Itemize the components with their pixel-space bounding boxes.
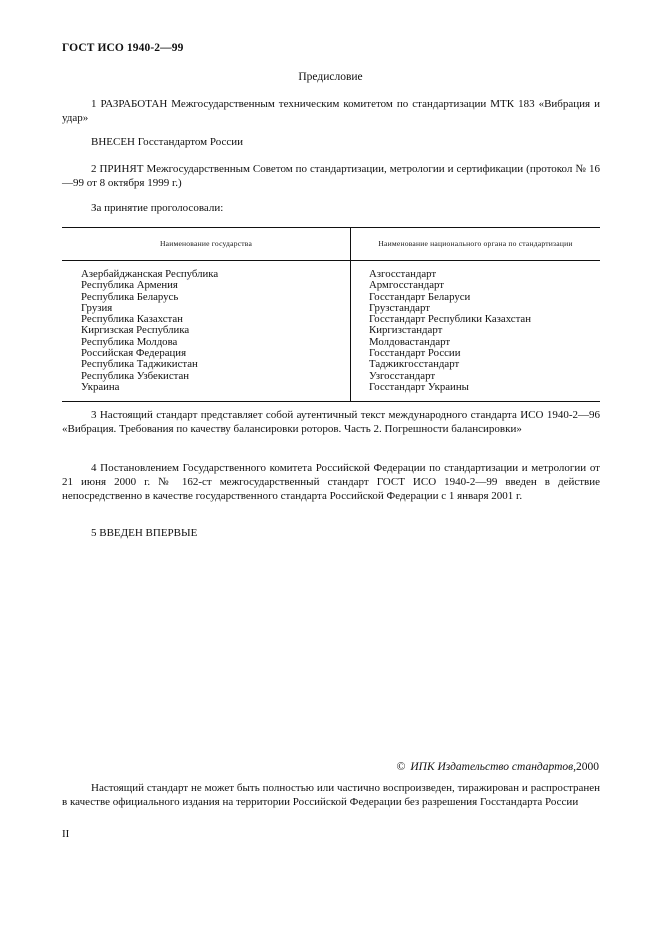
standards-body-name: Грузстандарт [369,301,430,314]
item-lead: ВНЕСЕН [91,136,135,148]
state-name: Республика Узбекистан [81,369,190,382]
publisher-name: ИПК Издательство стандартов, [410,761,576,773]
copyright-symbol: © [396,761,406,773]
item-number: 5 [91,527,97,539]
preface-item-5 [62,526,600,540]
standards-body-name: Армгосстандарт [369,279,444,292]
section-title-preface: Предисловие [298,71,363,83]
state-name: Грузия [81,301,113,314]
standards-body-name: Молдовастандарт [369,335,451,348]
column-header-state: Наименование государства [62,228,351,261]
item-text: Межгосударственным Советом по стандартизации, метрологии и сертификации (протокол № 16—99 от 8 октября 1999 г.) [62,163,601,189]
notice-text: Настоящий стандарт не может быть полностью или частично воспроизведен, тиражирован и распространен в качестве официального издания на территории Российской Федерации без разрешения Госстандарта России [62,782,600,808]
state-name: Республика Молдова [81,335,178,348]
standards-body-name: Киргизстандарт [369,324,443,337]
column-header-body: Наименование национального органа по стандартизации [351,228,601,261]
copyright-line [397,760,599,774]
item-number: 2 [91,163,97,175]
item-text: За принятие проголосовали: [91,202,224,214]
standards-body-name: Госстандарт Беларуси [369,290,471,303]
standards-body-name: Госстандарт Республики Казахстан [369,313,531,326]
item-text: 3 Настоящий стандарт представляет собой аутентичный текст международного стандарта ИСО 1940-2—96 «Вибрация. Требования по качеству балансировки роторов. Часть 2. Погрешности балансировки» [62,409,600,435]
preface-item-3 [62,408,600,436]
preface-item-1 [62,97,600,125]
preface-item-2 [62,162,600,190]
state-list [62,261,351,402]
copyright-year: 2000 [576,761,599,773]
standards-body-name: Азгосстандарт [369,268,437,280]
state-name: Республика Казахстан [81,313,183,326]
state-name: Азербайджанская Республика [81,268,219,280]
item-lead: ВВЕДЕН ВПЕРВЫЕ [99,527,198,539]
standards-body-list [351,261,601,402]
item-text: Госстандартом России [137,136,244,148]
preface-item-4 [62,461,600,503]
document-code-header: ГОСТ ИСО 1940-2—99 [62,42,184,54]
item-number: 1 [91,98,97,110]
table-row [62,261,600,402]
state-name: Украина [81,380,120,393]
state-name: Российская Федерация [81,347,187,360]
page-number: II [62,828,70,840]
voting-intro [62,201,600,215]
item-text: Межгосударственным техническим комитетом по стандартизации МТК 183 «Вибрация и удар» [62,98,601,124]
standards-body-name: Госстандарт России [369,347,461,360]
standards-body-name: Госстандарт Украины [369,380,469,393]
voting-table [62,227,600,402]
state-name: Республика Беларусь [81,290,179,303]
standards-body-name: Узгосстандарт [369,369,436,382]
preface-item-introduced [62,135,600,149]
state-name: Республика Таджикистан [81,358,198,371]
state-name: Республика Армения [81,279,178,292]
table-header-row [62,228,600,261]
item-text: 4 Постановлением Государственного комитета Российской Федерации по стандартизации и метрологии от 21 июня 2000 г. № 162-ст межгосударственный стандарт ГОСТ ИСО 1940-2—99 введен в действие непосредственно в качестве государственного стандарта Российской Федерации с 1 января 2001 г. [62,462,600,502]
reproduction-notice [62,782,600,809]
standards-body-name: Таджикгосстандарт [369,358,460,371]
state-name: Киргизская Республика [81,324,190,337]
item-lead: РАЗРАБОТАН [100,98,168,110]
item-lead: ПРИНЯТ [99,163,144,175]
